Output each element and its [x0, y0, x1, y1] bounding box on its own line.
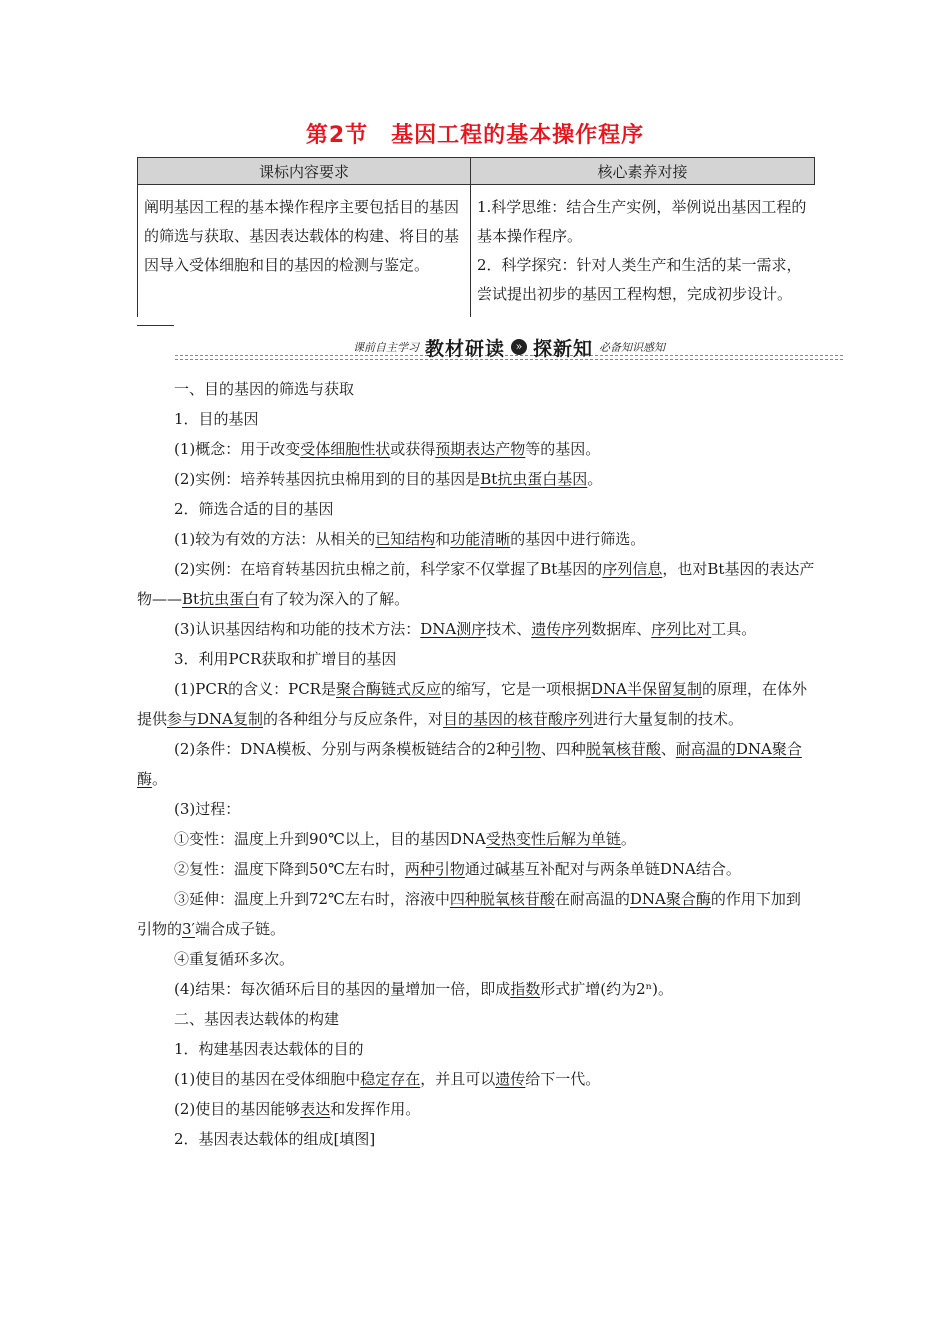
- text-run: 和: [435, 530, 451, 548]
- paragraph: [137, 824, 815, 854]
- text-run: 形式扩增(约为2ⁿ)。: [540, 980, 674, 998]
- paragraph: [137, 464, 815, 494]
- table-foot-line: [137, 325, 174, 326]
- paragraph: [137, 1034, 815, 1064]
- text-run: 、: [660, 740, 676, 758]
- text-run: 工具。: [711, 620, 757, 638]
- paragraph: [137, 1124, 815, 1154]
- underlined-answer: 遗传序列: [531, 620, 592, 638]
- paragraph: [137, 854, 815, 884]
- banner-main-1: 教材研读: [424, 337, 505, 360]
- text-run: (2)条件：DNA模板、分别与两条模板链结合的2种: [174, 740, 511, 758]
- paragraph: [137, 1004, 815, 1034]
- paragraph: [137, 974, 815, 1004]
- underlined-answer: 稳定存在: [360, 1070, 421, 1088]
- paragraph: [137, 494, 815, 524]
- text-run: ，也对Bt基因的表达产物——: [137, 560, 815, 608]
- underlined-answer: 表达: [300, 1100, 331, 1118]
- text-run: 。: [587, 470, 603, 488]
- text-run: (2)实例：在培育转基因抗虫棉之前，科学家不仅掌握了Bt基因的: [174, 560, 603, 578]
- core-literacy: [471, 185, 815, 318]
- underlined-answer: DNA半保留复制: [591, 680, 703, 698]
- banner-right-label: 必备知识感知: [599, 341, 666, 354]
- underlined-answer: DNA聚合酶: [629, 890, 711, 908]
- paragraph: [137, 374, 815, 404]
- underlined-answer: 已知结构: [375, 530, 436, 548]
- underlined-answer: 序列比对: [651, 620, 712, 638]
- table-header-left: 课标内容要求: [138, 158, 471, 185]
- text-run: 有了较为深入的了解。: [259, 590, 410, 608]
- paragraph: [137, 884, 815, 944]
- underlined-answer: 脱氧核苷酸: [585, 740, 661, 758]
- underlined-answer: 两种引物: [404, 860, 465, 878]
- text-run: ①变性：温度上升到90℃以上，目的基因DNA: [174, 830, 486, 848]
- text-run: (4)结果：每次循环后目的基因的量增加一倍，即成: [174, 980, 511, 998]
- text-run: 端合成子链。: [194, 920, 285, 938]
- text-run: (3)过程：: [174, 800, 241, 818]
- paragraph: [137, 794, 815, 824]
- paragraph: [137, 404, 815, 434]
- text-run: 3．利用PCR获取和扩增目的基因: [174, 650, 397, 668]
- section-banner: [175, 333, 843, 361]
- paragraph: [137, 524, 815, 554]
- standards-table: [137, 157, 815, 317]
- text-run: 等的基因。: [525, 440, 601, 458]
- paragraph: [137, 674, 815, 734]
- text-run: 的基因中进行筛选。: [510, 530, 646, 548]
- underlined-answer: 指数: [510, 980, 541, 998]
- text-run: 给下一代。: [525, 1070, 601, 1088]
- body-content: [137, 374, 815, 1154]
- text-run: 二、基因表达载体的构建: [174, 1010, 340, 1028]
- core-literacy-item-2: 2．科学探究：针对人类生产和生活的某一需求，尝试提出初步的基因工程构想，完成初步设计。: [477, 256, 802, 303]
- paragraph: [137, 1064, 815, 1094]
- text-run: 技术、: [486, 620, 532, 638]
- text-run: 1．目的基因: [174, 410, 259, 428]
- paragraph: [137, 1094, 815, 1124]
- text-run: 进行大量复制的技术。: [593, 710, 744, 728]
- underlined-answer: 受热变性后解为单链: [485, 830, 621, 848]
- core-literacy-item-1: 1.科学思维：结合生产实例，举例说出基因工程的基本操作程序。: [477, 198, 807, 245]
- text-run: 1．构建基因表达载体的目的: [174, 1040, 364, 1058]
- underlined-answer: 耐高温的DNA聚合酶: [137, 740, 802, 788]
- banner-main-2: 探新知: [533, 337, 594, 360]
- paragraph: [137, 944, 815, 974]
- text-run: 一、目的基因的筛选与获取: [174, 380, 355, 398]
- text-run: 的作用下加到引物的: [137, 890, 801, 938]
- text-run: (1)概念：用于改变: [174, 440, 301, 458]
- underlined-answer: 预期表达产物: [435, 440, 526, 458]
- text-run: 2．筛选合适的目的基因: [174, 500, 334, 518]
- text-run: 2．基因表达载体的组成[填图]: [174, 1130, 376, 1148]
- table-header-right: 核心素养对接: [471, 158, 815, 185]
- underlined-answer: DNA测序: [420, 620, 487, 638]
- text-run: (3)认识基因结构和功能的技术方法：: [174, 620, 421, 638]
- curriculum-requirement: 阐明基因工程的基本操作程序主要包括目的基因的筛选与获取、基因表达载体的构建、将目的基因导入受体细胞和目的基因的检测与鉴定。: [138, 185, 471, 318]
- text-run: ，并且可以: [420, 1070, 496, 1088]
- text-run: 、四种: [540, 740, 586, 758]
- underlined-answer: 目的基因的核苷酸序列: [443, 710, 594, 728]
- underlined-answer: 聚合酶链式反应: [335, 680, 441, 698]
- text-run: 数据库、: [591, 620, 652, 638]
- text-run: 的各种组分与反应条件，对: [263, 710, 444, 728]
- text-run: 。: [152, 770, 168, 788]
- page-title: 第2节 基因工程的基本操作程序: [305, 123, 645, 148]
- text-run: ④重复循环多次。: [174, 950, 295, 968]
- underlined-answer: 功能清晰: [450, 530, 511, 548]
- underlined-answer: Bt抗虫蛋白: [182, 590, 260, 608]
- banner-left-label: 课前自主学习: [352, 341, 419, 354]
- text-run: (2)使目的基因能够: [174, 1100, 301, 1118]
- text-run: 在耐高温的: [554, 890, 630, 908]
- text-run: (2)实例：培养转基因抗虫棉用到的目的基因是: [174, 470, 481, 488]
- paragraph: [137, 434, 815, 464]
- chevron-right-icon: »: [511, 339, 527, 355]
- text-run: (1)使目的基因在受体细胞中: [174, 1070, 361, 1088]
- paragraph: [137, 554, 815, 614]
- text-run: 和发挥作用。: [330, 1100, 421, 1118]
- underlined-answer: 遗传: [495, 1070, 526, 1088]
- text-run: 的缩写，它是一项根据: [441, 680, 592, 698]
- text-run: ②复性：温度下降到50℃左右时，: [174, 860, 405, 878]
- text-run: (1)PCR的含义：PCR是: [174, 680, 336, 698]
- underlined-answer: Bt抗虫蛋白基因: [480, 470, 588, 488]
- underlined-answer: 四种脱氧核苷酸: [449, 890, 555, 908]
- text-run: (1)较为有效的方法：从相关的: [174, 530, 376, 548]
- text-run: 或获得: [390, 440, 436, 458]
- underlined-answer: 序列信息: [602, 560, 663, 578]
- text-run: 通过碱基互补配对与两条单链DNA结合。: [464, 860, 741, 878]
- text-run: 的原理，在体外提供: [137, 680, 808, 728]
- text-run: 。: [620, 830, 636, 848]
- text-run: ③延伸：温度上升到72℃左右时，溶液中: [174, 890, 450, 908]
- paragraph: [137, 614, 815, 644]
- underlined-answer: 3′: [182, 920, 195, 938]
- underlined-answer: 受体细胞性状: [300, 440, 391, 458]
- underlined-answer: 参与DNA复制: [167, 710, 263, 728]
- underlined-answer: 引物: [510, 740, 541, 758]
- paragraph: [137, 644, 815, 674]
- paragraph: [137, 734, 815, 794]
